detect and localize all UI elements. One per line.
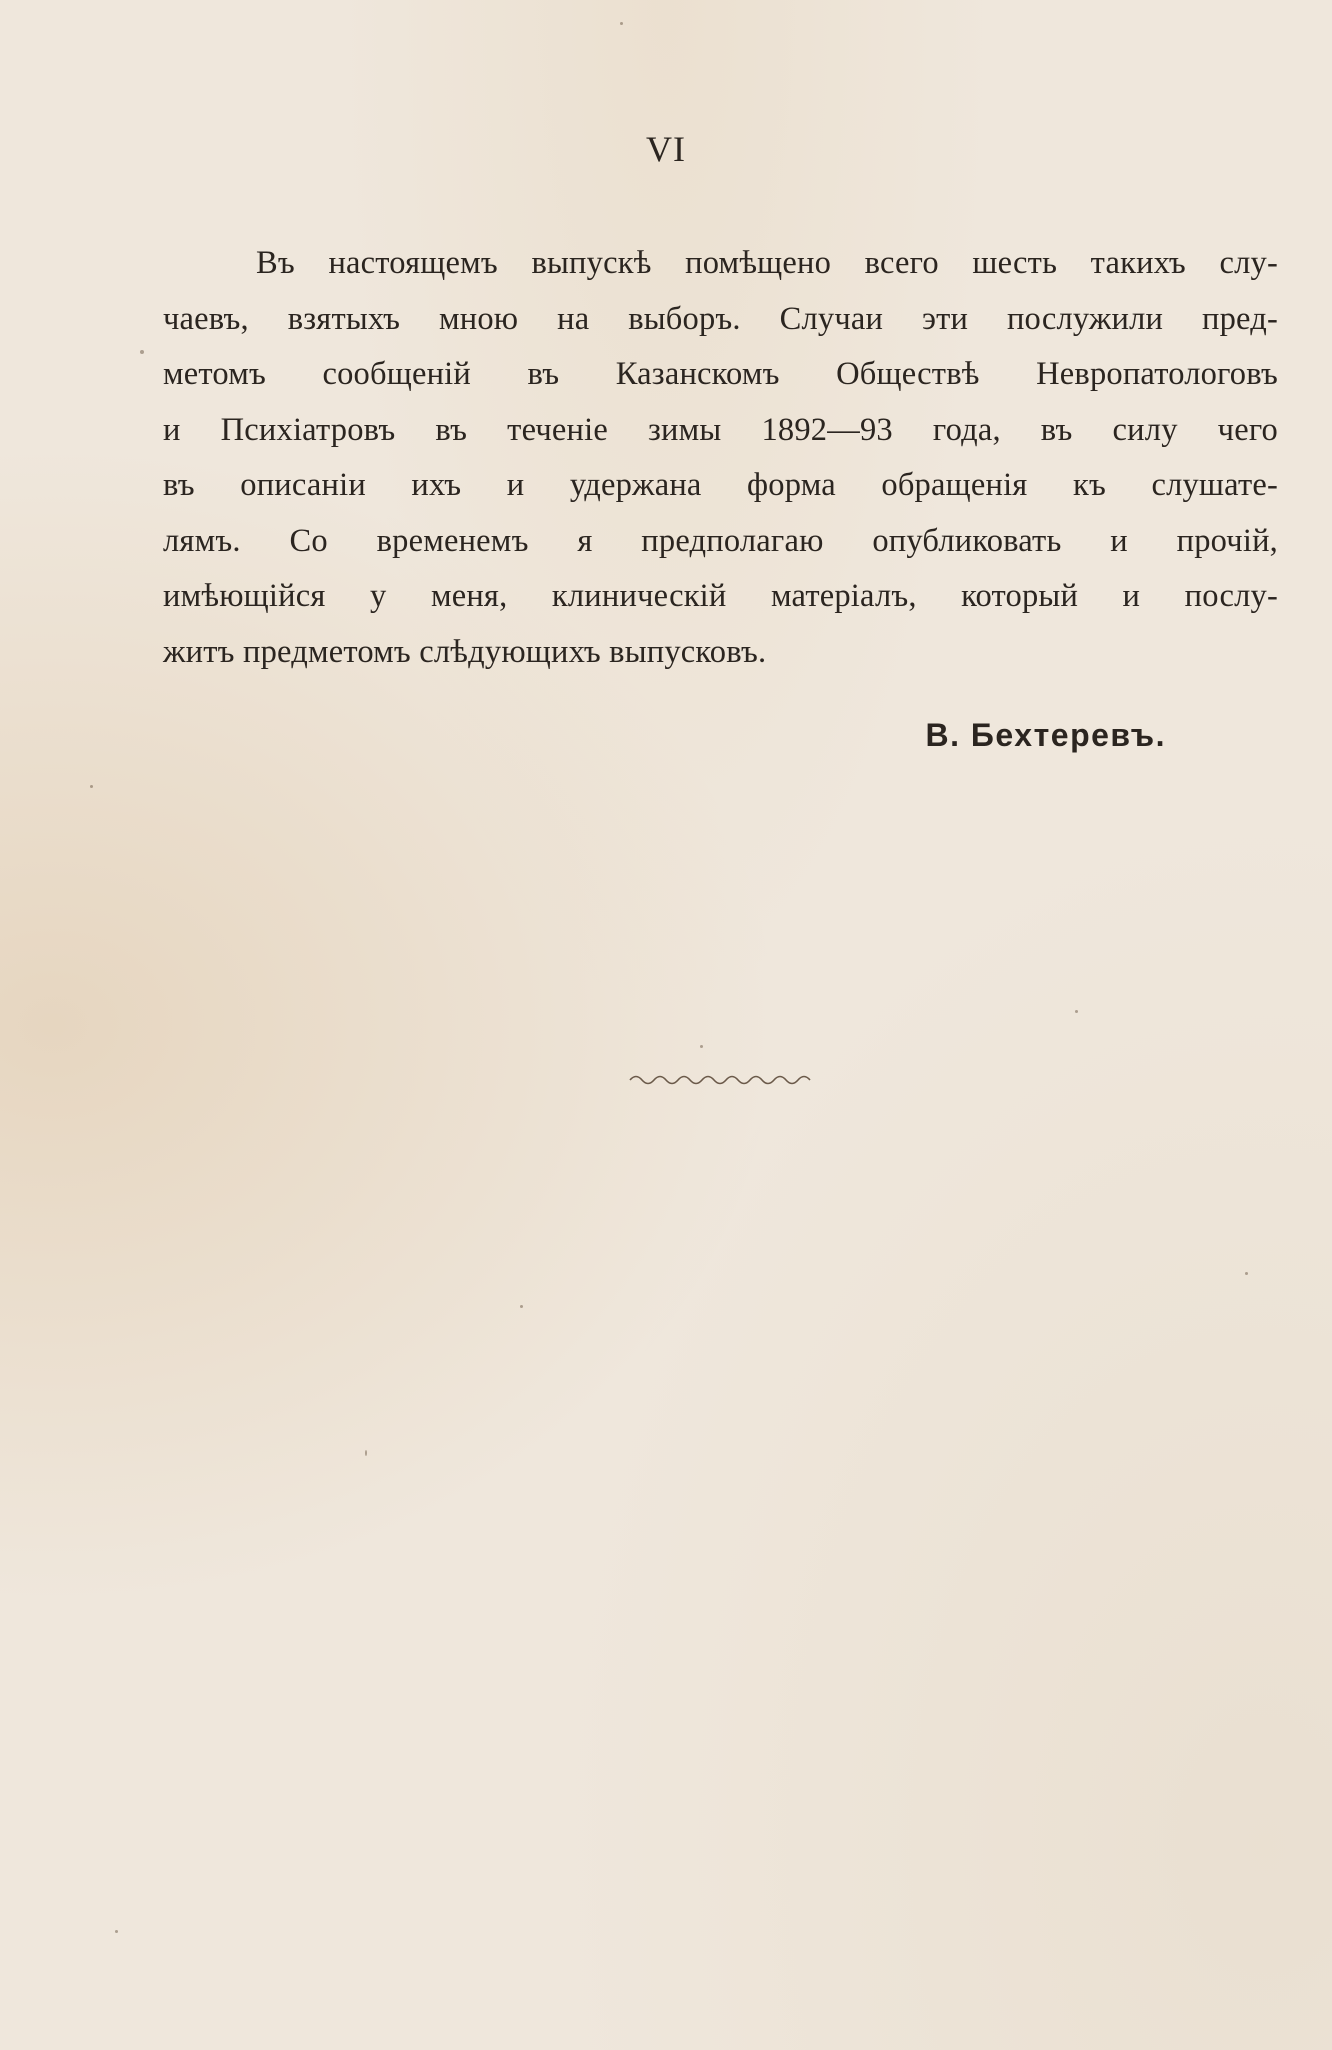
text-line: и Психіатровъ въ теченіе зимы 1892—93 года, въ силу чего (163, 411, 1278, 448)
paper-speck (700, 1045, 703, 1048)
text-line: чаевъ, взятыхъ мною на выборъ. Случаи эти послужили пред- (163, 300, 1278, 337)
paper-speck (1075, 1010, 1078, 1013)
page-number: VI (646, 129, 686, 169)
wavy-ornament-divider (628, 1070, 814, 1090)
paper-speck (520, 1305, 523, 1308)
author-signature: В. Бехтеревъ. (925, 717, 1166, 753)
paper-speck (90, 785, 93, 788)
text-line: метомъ сообщеній въ Казанскомъ Обществѣ Невропатологовъ (163, 356, 1278, 392)
preface-paragraph (163, 236, 1278, 680)
paper-speck (115, 1930, 118, 1933)
paper-speck (140, 350, 144, 354)
text-line: лямъ. Со временемъ я предполагаю опубликовать и прочій, (163, 522, 1278, 559)
paper-speck (365, 1450, 367, 1456)
text-line: житъ предметомъ слѣдующихъ выпусковъ. (163, 633, 767, 670)
paper-speck (620, 22, 623, 25)
text-line: Въ настоящемъ выпускѣ помѣщено всего шесть такихъ слу- (256, 245, 1278, 281)
text-line: имѣющійся у меня, клиническій матеріалъ, который и послу- (163, 578, 1278, 614)
paper-speck (1245, 1272, 1248, 1275)
text-line: въ описаніи ихъ и удержана форма обращенія къ слушате- (163, 467, 1278, 503)
